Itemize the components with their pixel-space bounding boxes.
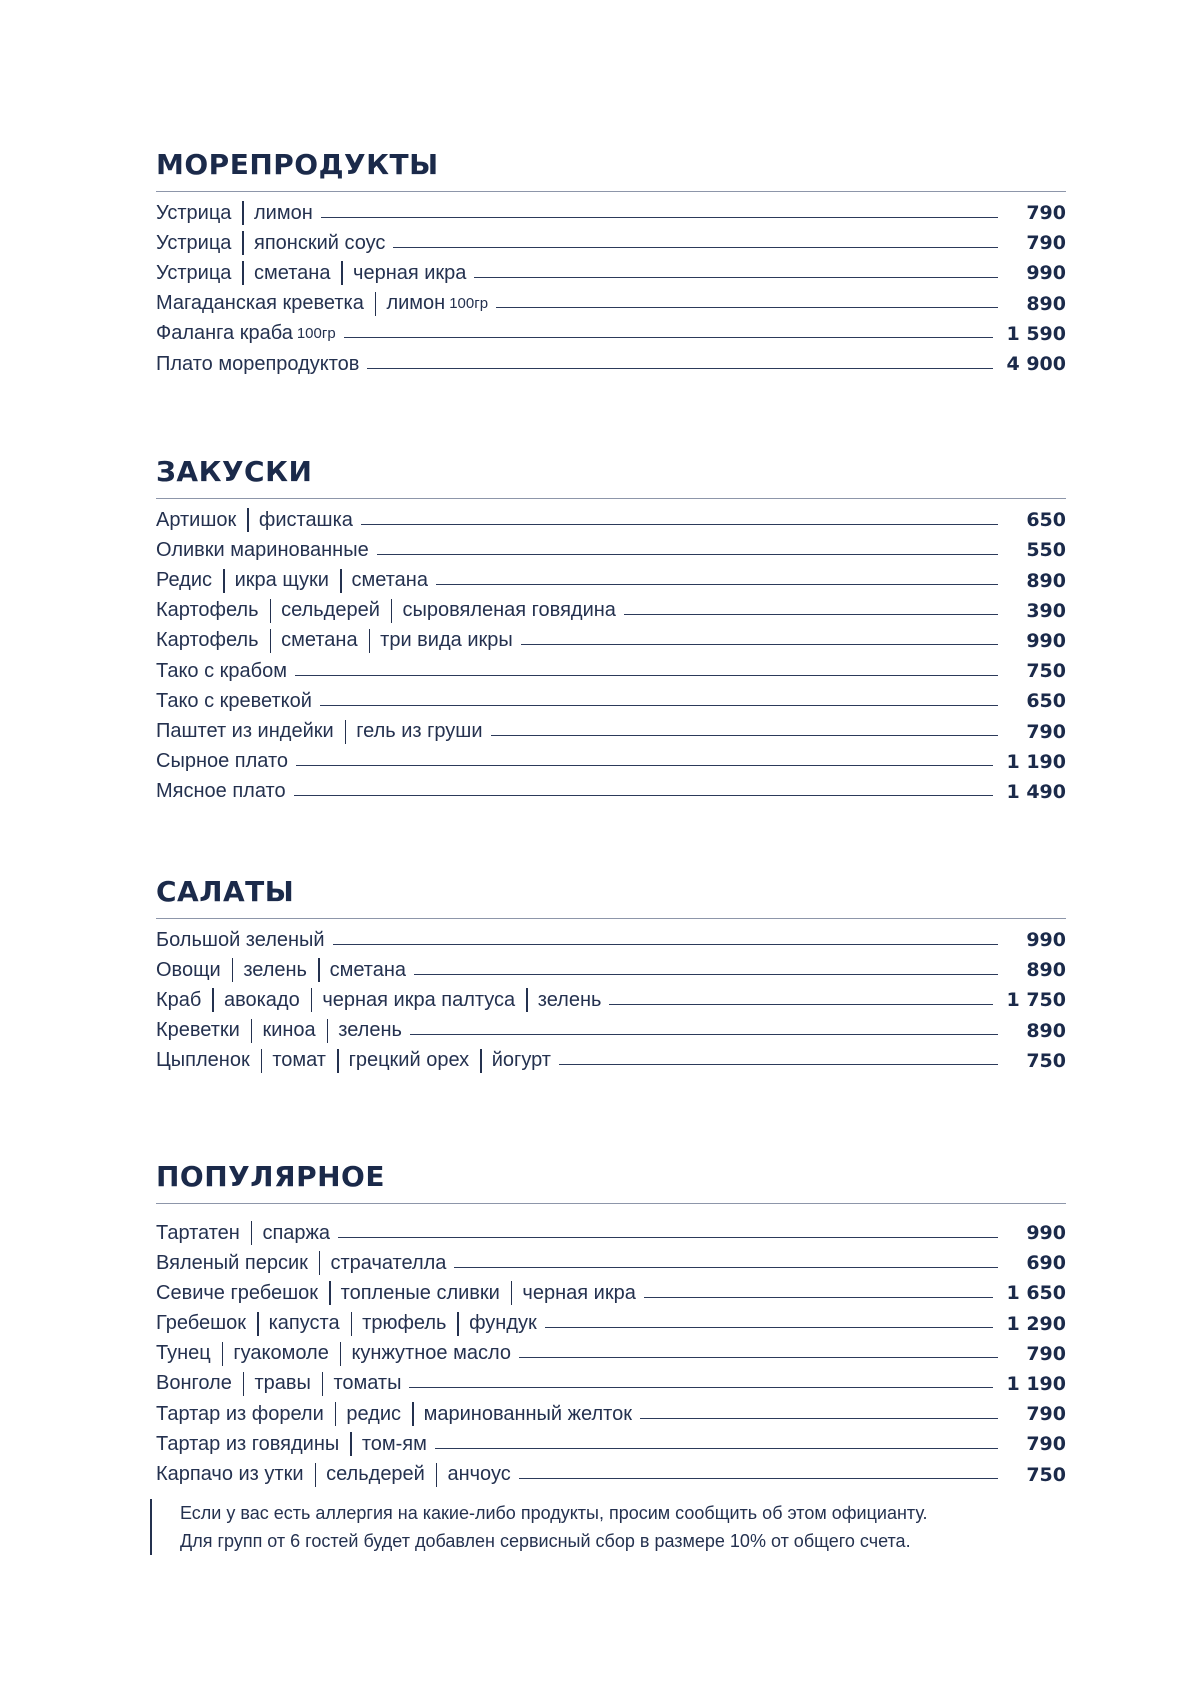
ingredient-divider — [319, 1251, 321, 1275]
ingredient: киноа — [262, 1019, 316, 1042]
ingredient: редис — [346, 1402, 402, 1425]
menu-item-price: 650 — [1026, 690, 1066, 713]
section-items — [156, 198, 1066, 379]
menu-item-price: 890 — [1026, 292, 1066, 315]
dish-name: Картофель — [156, 599, 259, 622]
menu-item — [156, 686, 1066, 716]
menu-item — [156, 228, 1066, 258]
ingredient: спаржа — [262, 1221, 331, 1244]
ingredient-divider — [251, 1221, 253, 1245]
menu-item — [156, 1309, 1066, 1339]
leader-line — [410, 1034, 998, 1035]
ingredient: сыровяленая говядина — [402, 599, 616, 622]
menu-item-price: 650 — [1026, 509, 1066, 532]
menu-item — [156, 258, 1066, 288]
menu-item-price: 1 590 — [1006, 322, 1066, 345]
menu-item-name — [156, 1372, 401, 1396]
ingredient: гель из груши — [356, 720, 483, 743]
ingredient: томат — [272, 1049, 326, 1072]
ingredient: страчателла — [330, 1251, 447, 1274]
menu-item-price: 1 190 — [1006, 750, 1066, 773]
ingredient-divider — [242, 261, 244, 285]
ingredient: грецкий орех — [348, 1049, 470, 1072]
ingredient: фундук — [469, 1312, 537, 1335]
menu-item-name — [156, 690, 312, 713]
menu-item — [156, 1399, 1066, 1429]
section-items — [156, 925, 1066, 1076]
menu-item-price: 750 — [1026, 1463, 1066, 1486]
menu-item-price: 750 — [1026, 1049, 1066, 1072]
menu-item-name — [156, 1312, 537, 1336]
menu-item-name — [156, 261, 466, 285]
ingredient: сметана — [329, 958, 407, 981]
menu-item — [156, 1369, 1066, 1399]
dish-name: Устрица — [156, 231, 232, 254]
menu-item-name — [156, 569, 428, 593]
menu-item-price: 790 — [1026, 1433, 1066, 1456]
dish-name: Большой зеленый — [156, 928, 325, 951]
ingredient: гуакомоле — [233, 1342, 329, 1365]
menu-item-name — [156, 1432, 427, 1456]
menu-item-price: 690 — [1026, 1252, 1066, 1275]
ingredient-divider — [436, 1463, 438, 1487]
menu-item-price: 890 — [1026, 959, 1066, 982]
menu-item — [156, 1459, 1066, 1489]
leader-line — [624, 614, 998, 615]
dish-name: Оливки маринованные — [156, 538, 369, 561]
ingredient-divider — [329, 1281, 331, 1305]
leader-line — [333, 944, 998, 945]
menu-item-price: 1 190 — [1006, 1372, 1066, 1395]
dish-name: Севиче гребешок — [156, 1281, 319, 1304]
ingredient-divider — [261, 1049, 263, 1073]
leader-line — [344, 337, 993, 338]
ingredient-divider — [335, 1402, 337, 1426]
dish-name: Краб — [156, 988, 202, 1011]
ingredient-divider — [412, 1402, 414, 1426]
menu-item-name — [156, 1463, 511, 1487]
portion-weight: 100гр — [449, 295, 489, 313]
menu-item-price: 990 — [1026, 1222, 1066, 1245]
ingredient: зелень — [338, 1019, 402, 1042]
ingredient: маринованный желток — [423, 1402, 632, 1425]
menu-item-price: 990 — [1026, 262, 1066, 285]
dish-name: Картофель — [156, 629, 259, 652]
menu-item-price: 890 — [1026, 569, 1066, 592]
menu-item — [156, 1339, 1066, 1369]
menu-item — [156, 716, 1066, 746]
section-items — [156, 1218, 1066, 1490]
section-title: ЗАКУСКИ — [156, 458, 1066, 499]
leader-line — [294, 795, 993, 796]
dish-name: Вонголе — [156, 1372, 232, 1395]
leader-line — [296, 765, 992, 766]
dish-name: Устрица — [156, 201, 232, 224]
menu-page — [156, 140, 1066, 1490]
ingredient: фисташка — [258, 508, 353, 531]
menu-item — [156, 198, 1066, 228]
service-fee-note-line: Для групп от 6 гостей будет добавлен сервисный сбор в размере 10% от общего счета. — [180, 1531, 911, 1551]
leader-line — [644, 1297, 993, 1298]
ingredient-divider — [247, 508, 249, 532]
menu-item-name — [156, 929, 325, 952]
leader-line — [609, 1004, 992, 1005]
leader-line — [559, 1064, 998, 1065]
ingredient-divider — [270, 599, 272, 623]
ingredient: том-ям — [361, 1432, 427, 1455]
ingredient-divider — [251, 1019, 253, 1043]
ingredient: травы — [254, 1372, 311, 1395]
leader-line — [519, 1478, 998, 1479]
leader-line — [361, 524, 998, 525]
menu-item-name — [156, 629, 513, 653]
menu-item-price: 790 — [1026, 202, 1066, 225]
section-popular — [156, 1159, 1066, 1490]
ingredient-divider — [511, 1281, 513, 1305]
menu-item-name — [156, 750, 288, 773]
menu-item-price: 790 — [1026, 232, 1066, 255]
menu-item — [156, 955, 1066, 985]
section-salads — [156, 875, 1066, 1076]
menu-item-name — [156, 1402, 632, 1426]
ingredient-divider — [337, 1049, 339, 1073]
menu-item-price: 1 290 — [1006, 1312, 1066, 1335]
leader-line — [338, 1237, 998, 1238]
menu-item — [156, 656, 1066, 686]
leader-line — [454, 1267, 998, 1268]
dish-name: Вяленый персик — [156, 1251, 308, 1274]
ingredient-divider — [212, 988, 214, 1012]
ingredient-divider — [232, 958, 234, 982]
ingredient-divider — [341, 261, 343, 285]
ingredient: сметана — [351, 569, 428, 592]
dish-name: Артишок — [156, 508, 237, 531]
menu-item-price: 1 750 — [1006, 989, 1066, 1012]
dish-name: Мясное плато — [156, 780, 286, 803]
ingredient: три вида икры — [380, 629, 513, 652]
leader-line — [521, 644, 998, 645]
menu-item-price: 1 490 — [1006, 780, 1066, 803]
allergy-note-line: Если у вас есть аллергия на какие-либо продукты, просим сообщить об этом официанту. — [180, 1503, 928, 1523]
ingredient-divider — [257, 1312, 259, 1336]
menu-item — [156, 777, 1066, 807]
menu-item-price: 1 650 — [1006, 1282, 1066, 1305]
dish-name: Гребешок — [156, 1312, 246, 1335]
dish-name: Цыпленок — [156, 1049, 250, 1072]
menu-item-price: 990 — [1026, 629, 1066, 652]
ingredient-divider — [223, 569, 225, 593]
section-title: САЛАТЫ — [156, 878, 1066, 919]
menu-item-name — [156, 1221, 330, 1245]
leader-line — [377, 554, 998, 555]
ingredient-divider — [526, 988, 528, 1012]
menu-item — [156, 505, 1066, 535]
ingredient-divider — [480, 1049, 482, 1073]
ingredient: черная икра палтуса — [322, 988, 516, 1011]
ingredient-divider — [457, 1312, 459, 1336]
ingredient-divider — [369, 629, 371, 653]
menu-item — [156, 925, 1066, 955]
section-starters — [156, 455, 1066, 807]
dish-name: Тартар из форели — [156, 1402, 324, 1425]
leader-line — [435, 1448, 998, 1449]
leader-line — [321, 217, 998, 218]
dish-name: Паштет из индейки — [156, 720, 334, 743]
ingredient-divider — [315, 1463, 317, 1487]
menu-item-name — [156, 1019, 402, 1043]
leader-line — [367, 368, 992, 369]
menu-item — [156, 626, 1066, 656]
dish-name: Карпачо из утки — [156, 1463, 304, 1486]
ingredient: анчоус — [447, 1463, 511, 1486]
menu-item-name — [156, 231, 385, 255]
menu-item-name — [156, 988, 601, 1012]
ingredient: сметана — [281, 629, 358, 652]
ingredient: сметана — [254, 261, 331, 284]
menu-item — [156, 535, 1066, 565]
ingredient-divider — [340, 569, 342, 593]
leader-line — [491, 735, 998, 736]
menu-item-price: 4 900 — [1006, 353, 1066, 376]
menu-item — [156, 566, 1066, 596]
ingredient-divider — [351, 1312, 353, 1336]
menu-item — [156, 319, 1066, 349]
menu-item — [156, 1016, 1066, 1046]
ingredient: йогурт — [491, 1049, 551, 1072]
menu-item — [156, 985, 1066, 1015]
menu-item-name — [156, 1281, 636, 1305]
menu-item-name — [156, 958, 406, 982]
ingredient-divider — [243, 1372, 245, 1396]
menu-item-name — [156, 353, 359, 376]
ingredient: зелень — [537, 988, 602, 1011]
menu-item — [156, 1218, 1066, 1248]
dish-name: Овощи — [156, 958, 221, 981]
ingredient-divider — [327, 1019, 329, 1043]
section-items — [156, 505, 1066, 807]
menu-item — [156, 747, 1066, 777]
dish-name: Тако с креветкой — [156, 689, 312, 712]
ingredient: лимон — [386, 292, 446, 315]
ingredient: лимон — [254, 201, 313, 224]
menu-item-name — [156, 1342, 511, 1366]
ingredient-divider — [242, 231, 244, 255]
menu-item — [156, 1278, 1066, 1308]
ingredient: сельдерей — [281, 599, 380, 622]
ingredient: томаты — [333, 1372, 402, 1395]
ingredient-divider — [318, 958, 320, 982]
dish-name: Магаданская креветка — [156, 292, 364, 315]
section-seafood — [156, 148, 1066, 379]
ingredient: икра щуки — [234, 569, 329, 592]
ingredient-divider — [311, 988, 313, 1012]
dish-name: Креветки — [156, 1019, 240, 1042]
dish-name: Тартатен — [156, 1221, 240, 1244]
dish-name: Сырное плато — [156, 750, 289, 773]
ingredient-divider — [375, 292, 377, 316]
section-title: МОРЕПРОДУКТЫ — [156, 151, 1066, 192]
menu-item-name — [156, 660, 287, 683]
dish-name: Плато морепродуктов — [156, 352, 360, 375]
ingredient-divider — [322, 1372, 324, 1396]
ingredient-divider — [340, 1342, 342, 1366]
menu-item — [156, 1248, 1066, 1278]
menu-item-price: 990 — [1026, 929, 1066, 952]
menu-item-name — [156, 201, 313, 225]
menu-item-name — [156, 780, 286, 803]
menu-item — [156, 596, 1066, 626]
menu-item-price: 750 — [1026, 660, 1066, 683]
ingredient-divider — [270, 629, 272, 653]
menu-item-price: 790 — [1026, 1403, 1066, 1426]
menu-item-name — [156, 292, 488, 316]
menu-item — [156, 349, 1066, 379]
ingredient-divider — [391, 599, 393, 623]
ingredient: топленые сливки — [340, 1281, 500, 1304]
ingredient-divider — [242, 201, 244, 225]
menu-item-price: 790 — [1026, 720, 1066, 743]
section-title: ПОПУЛЯРНОЕ — [156, 1163, 1066, 1204]
leader-line — [436, 584, 998, 585]
dish-name: Фаланга краба — [156, 322, 293, 345]
dish-name: Тако с крабом — [156, 659, 287, 682]
menu-item-name — [156, 1049, 551, 1073]
dish-name: Тунец — [156, 1342, 211, 1365]
dish-name: Тартар из говядины — [156, 1432, 340, 1455]
menu-item-name — [156, 508, 353, 532]
leader-line — [320, 705, 998, 706]
leader-line — [640, 1418, 998, 1419]
leader-line — [474, 277, 998, 278]
leader-line — [496, 307, 998, 308]
leader-line — [295, 675, 998, 676]
leader-line — [519, 1357, 998, 1358]
menu-item — [156, 1429, 1066, 1459]
ingredient: черная икра — [522, 1281, 636, 1304]
menu-item-name — [156, 599, 616, 623]
allergy-service-note — [150, 1499, 928, 1555]
ingredient-divider — [345, 720, 347, 744]
dish-name: Устрица — [156, 261, 232, 284]
leader-line — [393, 247, 998, 248]
ingredient: японский соус — [254, 231, 386, 254]
menu-item — [156, 289, 1066, 319]
leader-line — [545, 1327, 993, 1328]
ingredient: сельдерей — [326, 1463, 425, 1486]
menu-item-price: 550 — [1026, 539, 1066, 562]
menu-item-name — [156, 539, 369, 562]
ingredient: черная икра — [353, 261, 467, 284]
menu-item-name — [156, 1251, 446, 1275]
ingredient-divider — [350, 1432, 352, 1456]
menu-item-name — [156, 322, 336, 345]
portion-weight: 100гр — [296, 325, 336, 343]
ingredient: капуста — [268, 1312, 340, 1335]
ingredient-divider — [222, 1342, 224, 1366]
menu-item-price: 390 — [1026, 599, 1066, 622]
ingredient: трюфель — [362, 1312, 447, 1335]
menu-item — [156, 1046, 1066, 1076]
ingredient: авокадо — [223, 988, 300, 1011]
dish-name: Редис — [156, 569, 212, 592]
ingredient: зелень — [243, 958, 307, 981]
menu-item-price: 790 — [1026, 1342, 1066, 1365]
ingredient: кунжутное масло — [351, 1342, 511, 1365]
menu-item-price: 890 — [1026, 1019, 1066, 1042]
menu-item-name — [156, 720, 483, 744]
leader-line — [414, 974, 998, 975]
leader-line — [409, 1387, 992, 1388]
